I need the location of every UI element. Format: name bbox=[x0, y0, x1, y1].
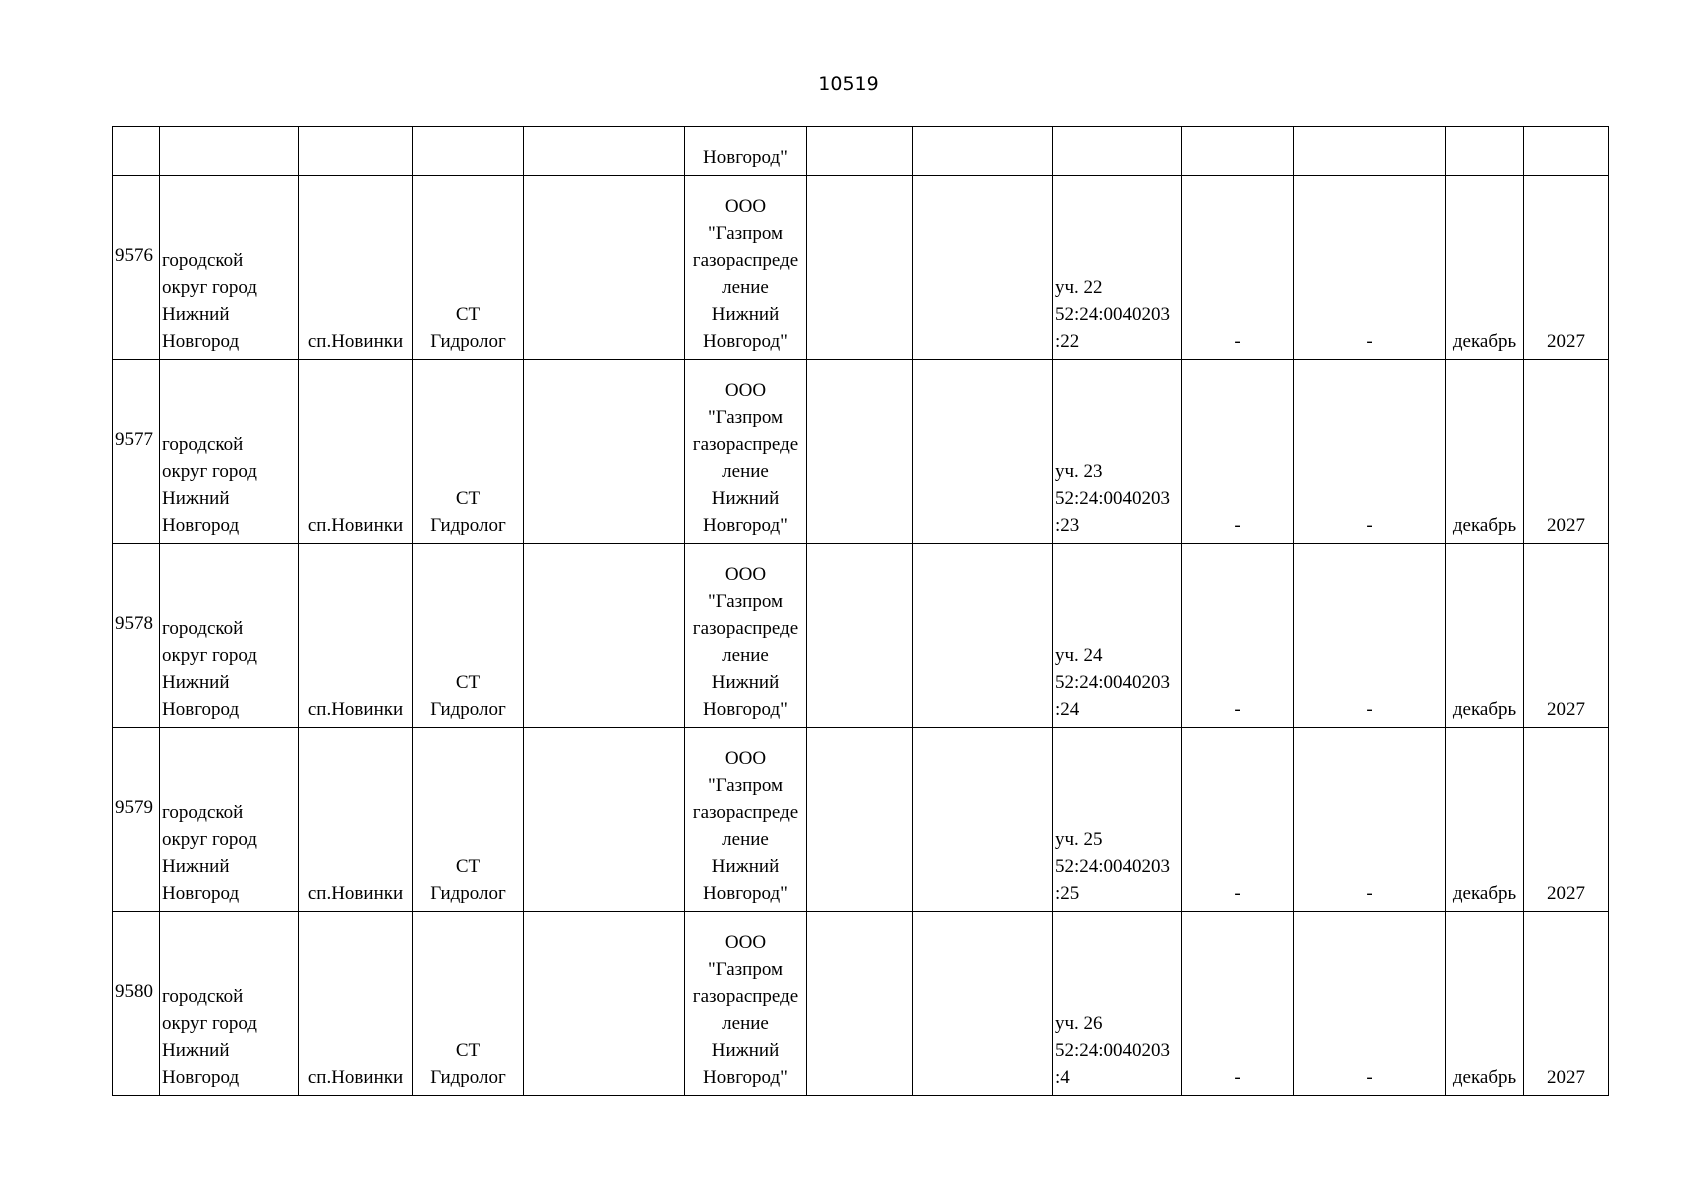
cadastral-cell: уч. 22 52:24:0040203 :22 bbox=[1053, 176, 1182, 360]
row-number: 9578 bbox=[113, 544, 160, 728]
owner-cell: ООО "Газпром газораспреде ление Нижний Новгород" bbox=[685, 912, 807, 1096]
cell-num bbox=[113, 127, 160, 176]
cadastral-cell: уч. 26 52:24:0040203 :4 bbox=[1053, 912, 1182, 1096]
owner-cell: ООО "Газпром газораспреде ление Нижний Новгород" bbox=[685, 728, 807, 912]
col10-cell: - bbox=[1182, 728, 1294, 912]
street-cell: СТ Гидролог bbox=[413, 544, 524, 728]
cell-col11 bbox=[1294, 127, 1446, 176]
col10-cell: - bbox=[1182, 360, 1294, 544]
col11-cell: - bbox=[1294, 912, 1446, 1096]
house-cell bbox=[524, 544, 685, 728]
owner-cell: ООО "Газпром газораспреде ление Нижний Новгород" bbox=[685, 360, 807, 544]
col11-cell: - bbox=[1294, 176, 1446, 360]
row-number: 9577 bbox=[113, 360, 160, 544]
year-cell: 2027 bbox=[1524, 360, 1609, 544]
cadastral-cell: уч. 24 52:24:0040203 :24 bbox=[1053, 544, 1182, 728]
table-row bbox=[113, 176, 1609, 360]
cell-owner-tail: Новгород" bbox=[685, 127, 807, 176]
col7-cell bbox=[807, 728, 913, 912]
month-cell: декабрь bbox=[1446, 728, 1524, 912]
cell-month bbox=[1446, 127, 1524, 176]
house-cell bbox=[524, 176, 685, 360]
street-cell: СТ Гидролог bbox=[413, 176, 524, 360]
settlement-cell: сп.Новинки bbox=[299, 728, 413, 912]
col8-cell bbox=[913, 360, 1053, 544]
house-cell bbox=[524, 728, 685, 912]
district-cell: городской округ город Нижний Новгород bbox=[160, 912, 299, 1096]
cell-col8 bbox=[913, 127, 1053, 176]
col7-cell bbox=[807, 544, 913, 728]
cadastral-cell: уч. 23 52:24:0040203 :23 bbox=[1053, 360, 1182, 544]
col10-cell: - bbox=[1182, 176, 1294, 360]
district-cell: городской округ город Нижний Новгород bbox=[160, 728, 299, 912]
cell-col10 bbox=[1182, 127, 1294, 176]
district-cell: городской округ город Нижний Новгород bbox=[160, 544, 299, 728]
street-cell: СТ Гидролог bbox=[413, 912, 524, 1096]
row-number: 9580 bbox=[113, 912, 160, 1096]
street-cell: СТ Гидролог bbox=[413, 728, 524, 912]
cell-settlement bbox=[299, 127, 413, 176]
settlement-cell: сп.Новинки bbox=[299, 360, 413, 544]
cell-street bbox=[413, 127, 524, 176]
col8-cell bbox=[913, 728, 1053, 912]
col10-cell: - bbox=[1182, 544, 1294, 728]
col7-cell bbox=[807, 912, 913, 1096]
cadastral-cell: уч. 25 52:24:0040203 :25 bbox=[1053, 728, 1182, 912]
owner-cell: ООО "Газпром газораспреде ление Нижний Новгород" bbox=[685, 176, 807, 360]
settlement-cell: сп.Новинки bbox=[299, 912, 413, 1096]
cell-col7 bbox=[807, 127, 913, 176]
year-cell: 2027 bbox=[1524, 912, 1609, 1096]
table-row bbox=[113, 544, 1609, 728]
district-cell: городской округ город Нижний Новгород bbox=[160, 360, 299, 544]
col11-cell: - bbox=[1294, 544, 1446, 728]
year-cell: 2027 bbox=[1524, 176, 1609, 360]
settlement-cell: сп.Новинки bbox=[299, 544, 413, 728]
year-cell: 2027 bbox=[1524, 728, 1609, 912]
col8-cell bbox=[913, 912, 1053, 1096]
district-cell: городской округ город Нижний Новгород bbox=[160, 176, 299, 360]
month-cell: декабрь bbox=[1446, 360, 1524, 544]
col8-cell bbox=[913, 176, 1053, 360]
table-row bbox=[113, 728, 1609, 912]
col11-cell: - bbox=[1294, 360, 1446, 544]
cell-cadastral bbox=[1053, 127, 1182, 176]
col10-cell: - bbox=[1182, 912, 1294, 1096]
cell-year bbox=[1524, 127, 1609, 176]
col8-cell bbox=[913, 544, 1053, 728]
month-cell: декабрь bbox=[1446, 912, 1524, 1096]
col11-cell: - bbox=[1294, 728, 1446, 912]
cell-house bbox=[524, 127, 685, 176]
street-cell: СТ Гидролог bbox=[413, 360, 524, 544]
col7-cell bbox=[807, 360, 913, 544]
house-cell bbox=[524, 912, 685, 1096]
register-table bbox=[112, 126, 1609, 1096]
table-row bbox=[113, 912, 1609, 1096]
year-cell: 2027 bbox=[1524, 544, 1609, 728]
row-number: 9579 bbox=[113, 728, 160, 912]
col7-cell bbox=[807, 176, 913, 360]
cell-district bbox=[160, 127, 299, 176]
month-cell: декабрь bbox=[1446, 176, 1524, 360]
month-cell: декабрь bbox=[1446, 544, 1524, 728]
page-number: 10519 bbox=[818, 73, 879, 95]
table-row bbox=[113, 360, 1609, 544]
house-cell bbox=[524, 360, 685, 544]
owner-cell: ООО "Газпром газораспреде ление Нижний Новгород" bbox=[685, 544, 807, 728]
row-number: 9576 bbox=[113, 176, 160, 360]
continuation-row bbox=[113, 127, 1609, 176]
settlement-cell: сп.Новинки bbox=[299, 176, 413, 360]
